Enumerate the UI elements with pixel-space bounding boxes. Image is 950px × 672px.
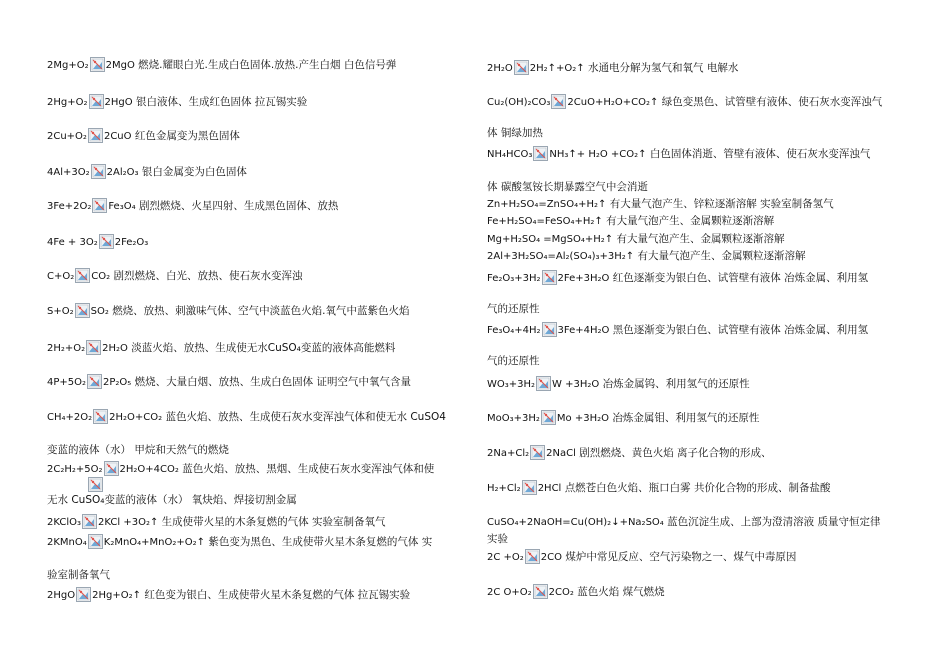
reaction-description: 煤炉中常见反应、空气污染物之一、煤气中毒原因 bbox=[565, 551, 797, 563]
products: 2HCl bbox=[537, 483, 562, 494]
products: 2H₂O+CO₂ bbox=[109, 412, 163, 423]
reaction-line bbox=[47, 303, 410, 319]
reactants: 2C +O₂ bbox=[487, 552, 524, 563]
reactants: 2Al+3H₂SO₄=Al₂(SO₄)₃+3H₂↑ bbox=[487, 251, 635, 262]
reactants: Mg+H₂SO₄ =MgSO₄+H₂↑ bbox=[487, 234, 614, 245]
reaction-description: 有大量气泡产生、金属颗粒逐渐溶解 bbox=[606, 215, 775, 227]
broken-image-icon bbox=[75, 303, 90, 318]
reaction-description: 气的还原性 bbox=[487, 355, 540, 367]
products: 2KCl +3O₂↑ bbox=[98, 517, 159, 528]
reaction-line bbox=[47, 164, 247, 180]
broken-image-icon bbox=[88, 477, 103, 492]
reaction-line bbox=[47, 128, 240, 144]
reaction-line bbox=[47, 234, 148, 250]
reaction-description: 冶炼金属钼、利用氢气的还原性 bbox=[612, 412, 760, 424]
reaction-line bbox=[487, 180, 648, 194]
broken-image-icon bbox=[542, 270, 557, 285]
products: 2CuO+H₂O+CO₂↑ bbox=[567, 97, 659, 108]
reactants: 2Cu+O₂ bbox=[47, 131, 87, 142]
reactants: WO₃+3H₂ bbox=[487, 379, 536, 390]
reaction-line bbox=[487, 60, 738, 76]
broken-image-icon bbox=[104, 461, 119, 476]
reaction-description: 燃烧、放热、刺激味气体、空气中淡蓝色火焰.氧气中蓝紫色火焰 bbox=[112, 305, 410, 317]
products: Mo +3H₂O bbox=[556, 413, 609, 424]
broken-image-icon bbox=[533, 146, 548, 161]
reaction-line bbox=[47, 568, 110, 582]
reaction-description: 绿色变黑色、试管壁有液体、使石灰水变浑浊气 bbox=[661, 96, 883, 108]
products: 2NaCl bbox=[546, 448, 576, 459]
reaction-line bbox=[47, 94, 307, 110]
reactants: S+O₂ bbox=[47, 306, 74, 317]
products: 2MgO bbox=[105, 60, 135, 71]
broken-image-icon bbox=[541, 410, 556, 425]
reaction-line bbox=[487, 249, 806, 264]
reactants: 4Fe + 3O₂ bbox=[47, 237, 98, 248]
reactants: MoO₃+3H₂ bbox=[487, 413, 540, 424]
reaction-line bbox=[487, 302, 540, 316]
broken-image-icon bbox=[76, 587, 91, 602]
reaction-line bbox=[487, 126, 543, 140]
products: CO₂ bbox=[91, 271, 111, 282]
broken-image-icon bbox=[99, 234, 114, 249]
reaction-description: 变蓝的液体（水） 甲烷和天然气的燃烧 bbox=[47, 444, 229, 456]
reaction-line bbox=[47, 443, 229, 457]
reaction-line bbox=[487, 445, 772, 461]
reaction-description: 白色固体消逝、管壁有液体、使石灰水变浑浊气 bbox=[649, 148, 871, 160]
reaction-description: 银白金属变为白色固体 bbox=[141, 166, 247, 178]
products: 2CO bbox=[540, 552, 563, 563]
products: 2Fe+3H₂O bbox=[557, 273, 610, 284]
reaction-description: 蓝色沉淀生成、上部为澄清溶液 质量守恒定律 bbox=[667, 516, 881, 528]
reaction-description: 红色变为银白、生成使带火星木条复燃的气体 拉瓦锡实验 bbox=[144, 589, 411, 601]
reactants: 4P+5O₂ bbox=[47, 377, 87, 388]
reaction-description: 有大量气泡产生、锌粒逐渐溶解 实验室制备氢气 bbox=[609, 198, 834, 210]
products: NH₃↑+ H₂O +CO₂↑ bbox=[549, 149, 647, 160]
reaction-line bbox=[47, 534, 432, 550]
reaction-description: 淡蓝火焰、放热、生成使无水CuSO₄变蓝的液体高能燃料 bbox=[131, 342, 396, 354]
reaction-line bbox=[47, 340, 395, 356]
reaction-description: 蓝色火焰、放热、黑烟、生成使石灰水变浑浊气体和使 bbox=[182, 463, 435, 475]
products: 2H₂↑+O₂↑ bbox=[529, 63, 585, 74]
reaction-line bbox=[47, 268, 302, 284]
products: 2P₂O₅ bbox=[103, 377, 132, 388]
reactants: 3Fe+2O₂ bbox=[47, 201, 92, 212]
reaction-line bbox=[47, 493, 297, 507]
broken-image-icon bbox=[522, 480, 537, 495]
reactants: Fe+H₂SO₄=FeSO₄+H₂↑ bbox=[487, 216, 603, 227]
broken-image-icon bbox=[536, 376, 551, 391]
reactants: 2H₂O bbox=[487, 63, 513, 74]
reaction-line bbox=[47, 514, 386, 530]
reaction-line bbox=[487, 376, 750, 392]
reactants: H₂+Cl₂ bbox=[487, 483, 521, 494]
reaction-description: 燃烧、大量白烟、放热、生成白色固体 证明空气中氧气含量 bbox=[134, 376, 411, 388]
products: Fe₃O₄ bbox=[108, 201, 136, 212]
reaction-description: 剧烈燃烧、黄色火焰 离子化合物的形成、 bbox=[579, 447, 772, 459]
reaction-description: 黑色逐渐变为银白色、试管壁有液体 冶炼金属、利用氢 bbox=[612, 324, 869, 336]
reaction-line bbox=[487, 94, 882, 110]
reactants: CuSO₄+2NaOH=Cu(OH)₂↓+Na₂SO₄ bbox=[487, 517, 664, 528]
reaction-description: 燃烧.耀眼白光.生成白色固体.放热.产生白烟 白色信号弹 bbox=[138, 59, 397, 71]
products: 2Hg+O₂↑ bbox=[92, 590, 141, 601]
reaction-description: 蓝色火焰 煤气燃烧 bbox=[577, 586, 665, 598]
reaction-line bbox=[487, 584, 665, 600]
reaction-description: 点燃苍白色火焰、瓶口白雾 共价化合物的形成、制备盐酸 bbox=[564, 482, 831, 494]
products: 2Fe₂O₃ bbox=[114, 237, 149, 248]
reaction-description: 验室制备氧气 bbox=[47, 569, 110, 581]
products: 2H₂O+4CO₂ bbox=[119, 464, 179, 475]
broken-image-icon bbox=[92, 198, 107, 213]
reaction-description: 蓝色火焰、放热、生成使石灰水变浑浊气体和使无水 CuSO4 bbox=[165, 411, 446, 423]
reaction-line bbox=[487, 515, 880, 530]
reaction-description: 气的还原性 bbox=[487, 303, 540, 315]
reaction-line bbox=[47, 461, 434, 477]
reaction-description: 有大量气泡产生、金属颗粒逐渐溶解 bbox=[637, 250, 806, 262]
reaction-description: 体 铜绿加热 bbox=[487, 127, 543, 139]
reaction-description: 实验 bbox=[487, 533, 508, 545]
reaction-line bbox=[487, 146, 870, 162]
broken-image-icon bbox=[551, 94, 566, 109]
broken-image-icon bbox=[88, 534, 103, 549]
reactants: Zn+H₂SO₄=ZnSO₄+H₂↑ bbox=[487, 199, 607, 210]
reaction-line bbox=[487, 532, 508, 546]
reactants: 2HgO bbox=[47, 590, 76, 601]
reaction-description: 剧烈燃烧、火星四射、生成黑色固体、放热 bbox=[138, 200, 339, 212]
reaction-line bbox=[47, 587, 410, 603]
broken-image-icon bbox=[75, 268, 90, 283]
broken-image-icon bbox=[88, 128, 103, 143]
broken-image-icon bbox=[530, 445, 545, 460]
reactants: 2Hg+O₂ bbox=[47, 97, 88, 108]
reactants: 2Na+Cl₂ bbox=[487, 448, 530, 459]
reaction-line bbox=[487, 270, 868, 286]
reactants: Fe₃O₄+4H₂ bbox=[487, 325, 541, 336]
reaction-description: 红色逐渐变为银白色、试管壁有液体 冶炼金属、利用氢 bbox=[612, 272, 869, 284]
reactants: Cu₂(OH)₂CO₃ bbox=[487, 97, 551, 108]
reactants: 2H₂+O₂ bbox=[47, 343, 86, 354]
broken-image-icon bbox=[90, 57, 105, 72]
products: W +3H₂O bbox=[552, 379, 600, 390]
reaction-description: 紫色变为黑色、生成使带火星木条复燃的气体 实 bbox=[208, 536, 433, 548]
products: 2H₂O bbox=[102, 343, 128, 354]
reaction-line bbox=[487, 480, 831, 496]
reaction-line bbox=[47, 409, 446, 425]
products: 3Fe+4H₂O bbox=[557, 325, 610, 336]
products: 2HgO bbox=[104, 97, 133, 108]
products: 2Al₂O₃ bbox=[106, 167, 139, 178]
reaction-line bbox=[487, 354, 540, 368]
reactants: NH₄HCO₃ bbox=[487, 149, 533, 160]
reactants: 4Al+3O₂ bbox=[47, 167, 90, 178]
reactants: 2KClO₃ bbox=[47, 517, 82, 528]
reaction-description: 生成使带火星的木条复燃的气体 实验室制备氧气 bbox=[161, 516, 386, 528]
products: K₂MnO₄+MnO₂+O₂↑ bbox=[103, 537, 206, 548]
broken-image-icon bbox=[93, 409, 108, 424]
reaction-line bbox=[47, 57, 396, 73]
broken-image-icon bbox=[86, 340, 101, 355]
reaction-line bbox=[47, 198, 338, 214]
broken-image-icon bbox=[89, 94, 104, 109]
reaction-description: 冶炼金属钨、利用氢气的还原性 bbox=[602, 378, 750, 390]
reactants: Fe₂O₃+3H₂ bbox=[487, 273, 541, 284]
broken-image-icon bbox=[525, 549, 540, 564]
broken-image-icon bbox=[514, 60, 529, 75]
reaction-line bbox=[487, 197, 834, 212]
reaction-line bbox=[47, 374, 411, 390]
broken-image-icon bbox=[87, 374, 102, 389]
reaction-line bbox=[487, 322, 868, 338]
reaction-line bbox=[487, 549, 796, 565]
reaction-description: 剧烈燃烧、白光、放热、使石灰水变浑浊 bbox=[113, 270, 303, 282]
reaction-description: 红色金属变为黑色固体 bbox=[134, 130, 240, 142]
products: 2CO₂ bbox=[548, 587, 574, 598]
reaction-description: 无水 CuSO₄变蓝的液体（水） 氧炔焰、焊接切割金属 bbox=[47, 494, 297, 506]
reactants: CH₄+2O₂ bbox=[47, 412, 93, 423]
reactants: 2C O+O₂ bbox=[487, 587, 532, 598]
broken-image-icon bbox=[533, 584, 548, 599]
reaction-line bbox=[487, 214, 774, 229]
reaction-description: 有大量气泡产生、金属颗粒逐渐溶解 bbox=[616, 233, 785, 245]
broken-image-icon bbox=[542, 322, 557, 337]
products: SO₂ bbox=[90, 306, 109, 317]
reactants: 2KMnO₄ bbox=[47, 537, 87, 548]
reactants: 2Mg+O₂ bbox=[47, 60, 89, 71]
reaction-description: 体 碳酸氢铵长期暴露空气中会消逝 bbox=[487, 181, 648, 193]
reaction-description: 银白液体、生成红色固体 拉瓦锡实验 bbox=[135, 96, 308, 108]
reaction-description: 水通电分解为氢气和氧气 电解水 bbox=[588, 62, 739, 74]
reaction-line bbox=[487, 410, 759, 426]
broken-image-icon bbox=[82, 514, 97, 529]
products: 2CuO bbox=[103, 131, 132, 142]
reactants: 2C₂H₂+5O₂ bbox=[47, 464, 103, 475]
reactants: C+O₂ bbox=[47, 271, 75, 282]
broken-image-icon bbox=[91, 164, 106, 179]
reaction-line bbox=[487, 232, 785, 247]
